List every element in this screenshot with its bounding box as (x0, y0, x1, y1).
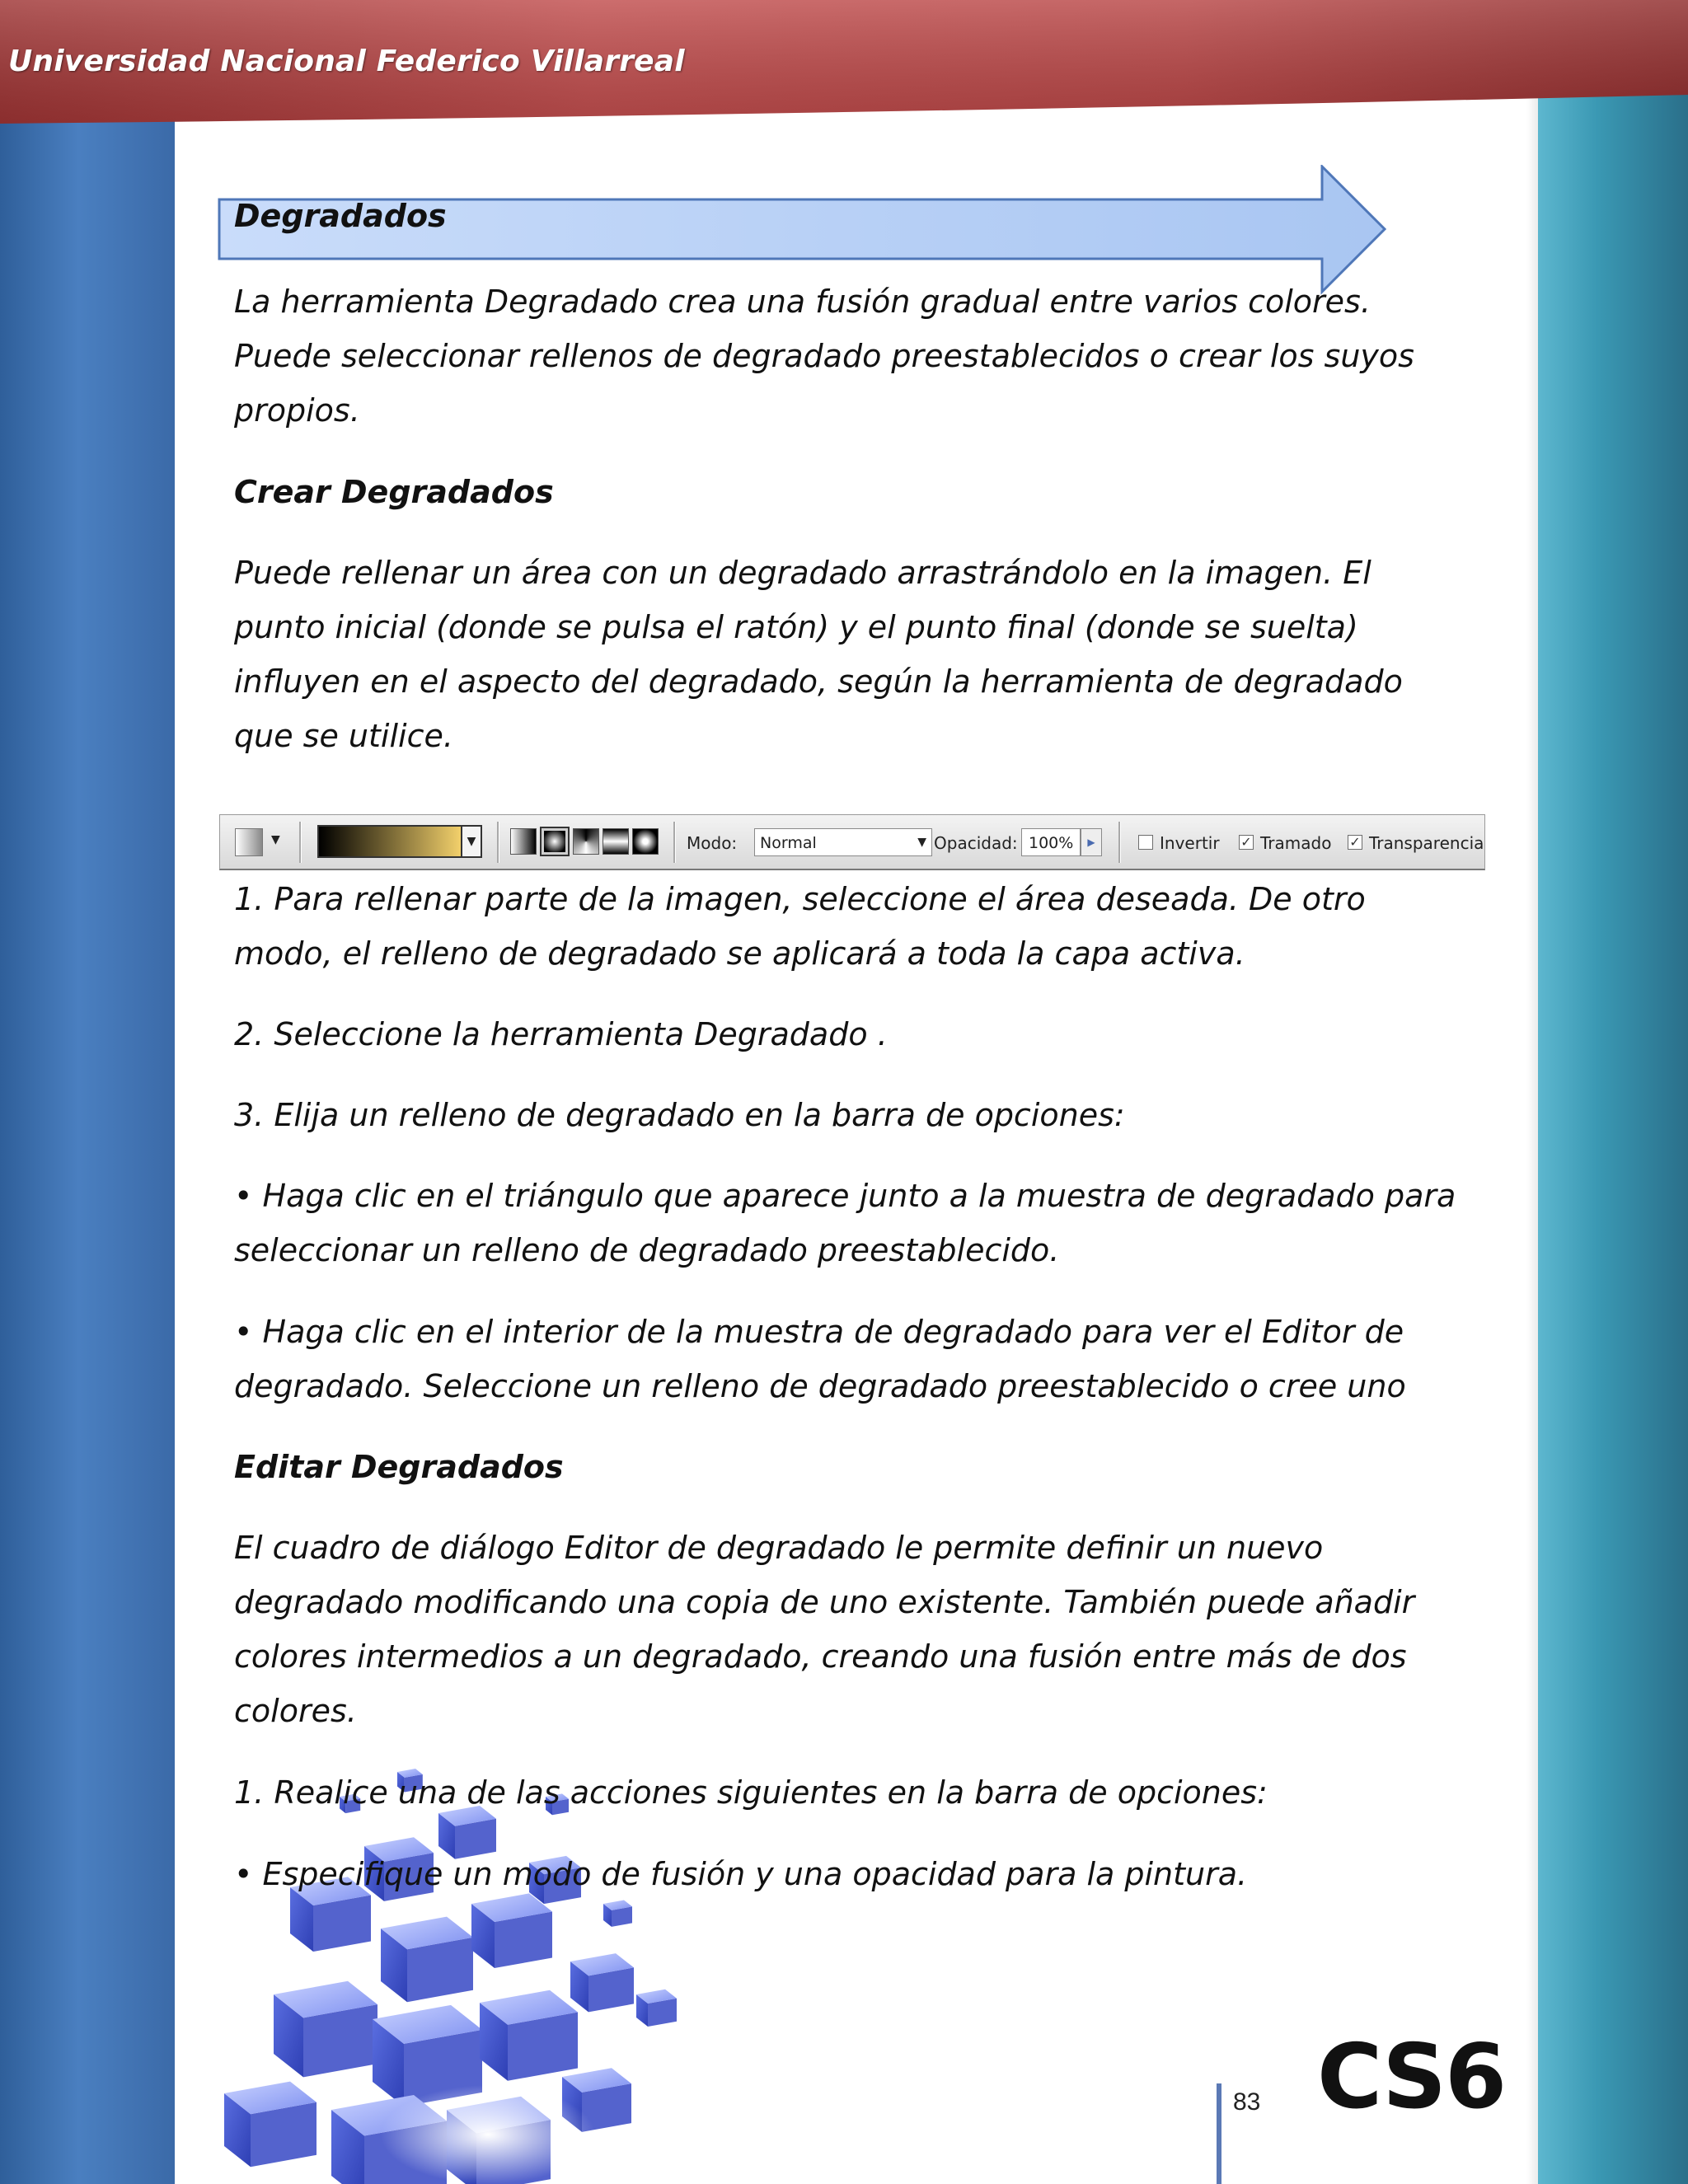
editar-line-4: colores. (234, 1693, 357, 1729)
toolbar-separator (299, 822, 302, 863)
tool-preset-chevron-down-icon[interactable]: ▼ (271, 833, 280, 846)
gradient-options-toolbar (219, 814, 1485, 870)
banner-title: Degradados (234, 198, 447, 234)
page-shadow (1526, 91, 1538, 2184)
cube-shape (636, 1990, 677, 2027)
intro-line-3: propios. (234, 392, 360, 429)
crear-line-3: influyen en el aspecto del degradado, según la herramienta de degradado (234, 663, 1403, 700)
mode-label: Modo: (687, 833, 738, 853)
editar-line-2: degradado modificando una copia de uno existente. También puede añadir (234, 1584, 1415, 1620)
mode-chevron-down-icon: ▼ (917, 836, 926, 849)
cube-shape (224, 2082, 316, 2168)
mode-select[interactable] (754, 828, 932, 856)
right-side-panel (1538, 0, 1688, 2184)
opacity-value: 100% (1029, 834, 1074, 852)
bullet2-line-1: • Haga clic en el interior de la muestra de degradado para ver el Editor de (234, 1314, 1404, 1350)
cube-shape (471, 1893, 552, 1968)
opacity-input[interactable] (1021, 828, 1081, 856)
cs6-logo-text: CS6 (1317, 2026, 1506, 2129)
intro-line-2: Puede seleccionar rellenos de degradado preestablecidos o crear los suyos (234, 338, 1414, 374)
header-title: Universidad Nacional Federico Villarreal (8, 45, 685, 78)
cube-shape (480, 1990, 578, 2081)
invert-label: Invertir (1160, 833, 1220, 853)
opacity-label: Opacidad: (934, 833, 1018, 853)
step3: 3. Elija un relleno de degradado en la barra de opciones: (234, 1097, 1125, 1133)
toolbar-separator (1118, 822, 1121, 863)
dither-label: Tramado (1260, 833, 1332, 853)
step2: 2. Seleccione la herramienta Degradado . (234, 1016, 888, 1052)
gradient-picker-chevron-down-icon[interactable]: ▼ (462, 825, 482, 858)
linear-gradient-icon[interactable] (510, 828, 537, 855)
crear-line-4: que se utilice. (234, 718, 453, 754)
cube-shape (570, 1953, 634, 2012)
cube-shape (381, 1917, 473, 2003)
bullet1-line-1: • Haga clic en el triángulo que aparece junto a la muestra de degradado para (234, 1178, 1456, 1214)
page-number-divider (1217, 2083, 1221, 2184)
editar-bullet1: • Especifique un modo de fusión y una opacidad para la pintura. (234, 1856, 1248, 1892)
radial-gradient-icon[interactable] (540, 827, 570, 856)
heading-crear-degradados: Crear Degradados (234, 474, 554, 510)
crear-line-1: Puede rellenar un área con un degradado arrastrándolo en la imagen. El (234, 555, 1372, 591)
cube-shape (274, 1981, 377, 2078)
editar-line-1: El cuadro de diálogo Editor de degradado le permite definir un nuevo (234, 1530, 1324, 1566)
reflected-gradient-icon[interactable] (603, 828, 629, 855)
toolbar-separator (673, 822, 676, 863)
diamond-gradient-icon[interactable] (632, 828, 659, 855)
tool-preset-icon[interactable] (235, 828, 263, 856)
editar-line-3: colores intermedios a un degradado, creando una fusión entre más de dos (234, 1638, 1407, 1675)
dither-checkbox[interactable]: ✓ (1239, 835, 1254, 850)
bullet1-line-2: seleccionar un relleno de degradado preestablecido. (234, 1232, 1060, 1268)
transparency-label: Transparencia (1369, 833, 1484, 853)
angle-gradient-icon[interactable] (573, 828, 599, 855)
step1-line-2: modo, el relleno de degradado se aplicará a toda la capa activa. (234, 935, 1245, 972)
intro-line-1: La herramienta Degradado crea una fusión gradual entre varios colores. (234, 284, 1371, 320)
heading-editar-degradados: Editar Degradados (234, 1449, 564, 1485)
opacity-slider-arrow-icon[interactable]: ▶ (1081, 828, 1102, 856)
editar-step1: 1. Realice una de las acciones siguientes en la barra de opciones: (234, 1774, 1268, 1811)
mode-value: Normal (760, 834, 817, 852)
crear-line-2: punto inicial (donde se pulsa el ratón) y el punto final (donde se suelta) (234, 609, 1358, 645)
left-side-panel (0, 0, 175, 2184)
gradient-swatch[interactable] (317, 825, 462, 858)
cube-shape (603, 1900, 632, 1927)
header-bar (0, 0, 1688, 124)
toolbar-separator (497, 822, 499, 863)
page-number: 83 (1233, 2088, 1261, 2116)
invert-checkbox[interactable] (1138, 835, 1153, 850)
transparency-checkbox[interactable]: ✓ (1348, 835, 1362, 850)
bullet2-line-2: degradado. Seleccione un relleno de degradado preestablecido o cree uno (234, 1368, 1406, 1404)
step1-line-1: 1. Para rellenar parte de la imagen, seleccione el área deseada. De otro (234, 881, 1366, 917)
